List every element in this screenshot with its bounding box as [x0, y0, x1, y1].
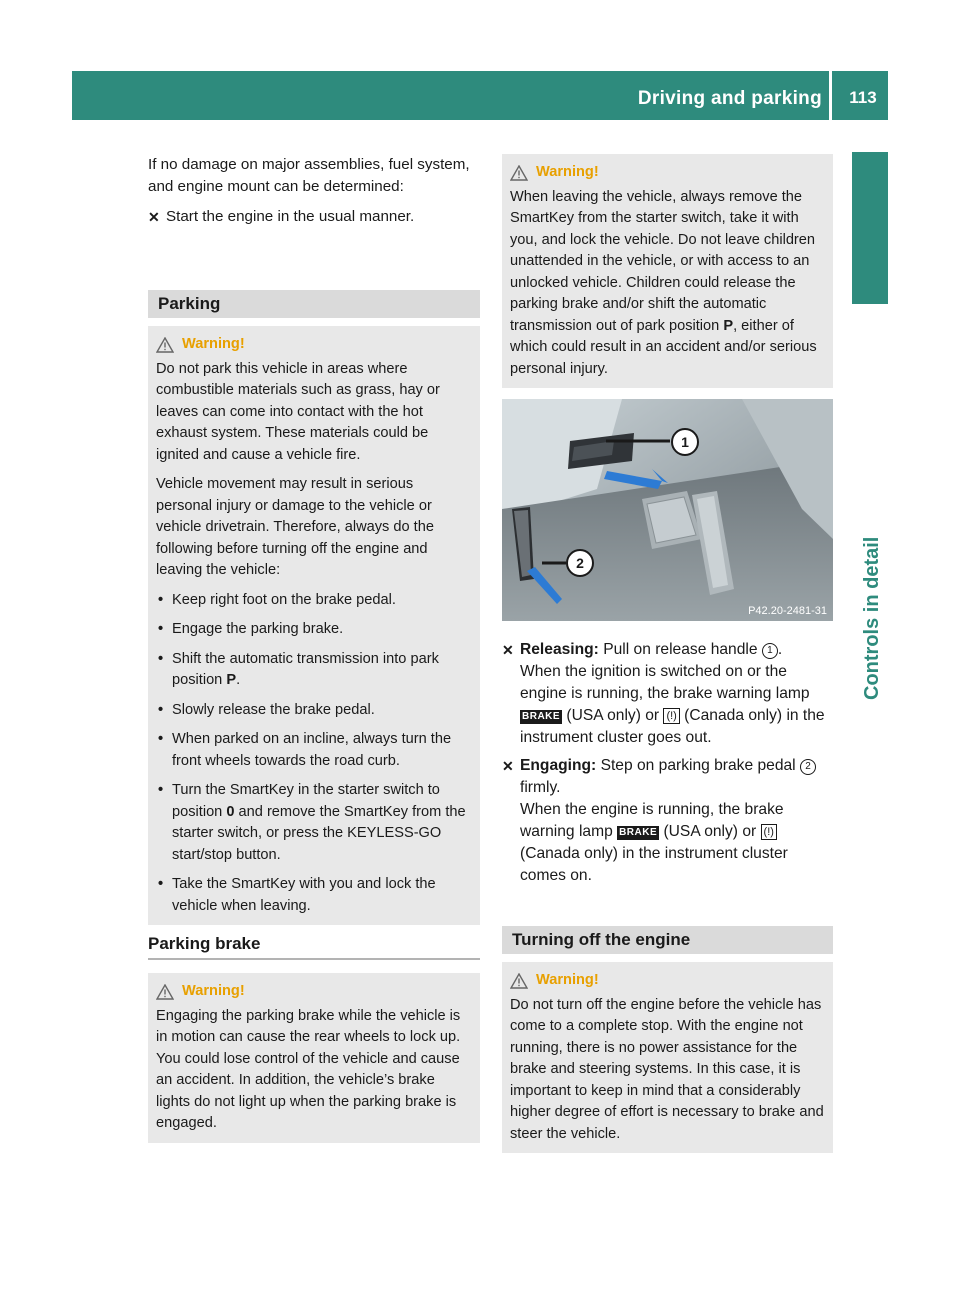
engine-heading: Turning off the engine — [502, 926, 833, 954]
brake-warning-lamp-icon: (!) — [663, 708, 679, 724]
side-tab-label: Controls in detail — [861, 536, 883, 700]
warning-title: Warning! — [156, 334, 472, 356]
warning-paragraph: Do not park this vehicle in areas where combustible materials such as grass, hay or leaves can come into contact with the hot exhaust system. These materials could be ignited and cause a vehicle fire. — [156, 360, 440, 463]
warning-list — [156, 590, 472, 918]
page-number: 113 — [849, 88, 877, 107]
figure-code: P42.20-2481-31 — [748, 605, 827, 617]
callout-1-ref: 1 — [762, 643, 778, 659]
list-item: • Slowly release the brake pedal. — [158, 701, 375, 718]
right-column-steps — [502, 639, 833, 887]
warning-box-leaving-vehicle — [502, 154, 833, 388]
warning-title: Warning! — [156, 981, 472, 1003]
parking-brake-heading: Parking brake — [148, 933, 480, 960]
warning-paragraph: When leaving the vehicle, always remove the SmartKey from the starter switch, take it with you, and lock the vehicle. Do not leave children unattended in the vehicle, or with access to an unlocked vehicle. Children could release the parking brake and/or shift the automatic transmission out of park position P, either of which could result in an accident and/or serious personal injury. — [510, 188, 817, 377]
list-item: • Take the SmartKey with you and lock the vehicle when leaving. — [158, 876, 436, 914]
parking-brake-illustration — [502, 399, 833, 621]
callout-2: 2 — [576, 555, 584, 571]
brake-lamp-icon: BRAKE — [522, 711, 561, 722]
step-engaging: ✕ Engaging: Step on parking brake pedal 2 firmly. When the engine is running, the brake warning lamp BRAKE (USA only) or (!) (Canada only) in the instrument cluster comes on. — [502, 755, 833, 887]
warning-triangle-icon — [510, 165, 528, 181]
list-item: • Turn the SmartKey in the starter switch to position 0 and remove the SmartKey from the starter switch, or press the KEYLESS-GO start/stop button. — [158, 782, 466, 863]
list-item: • Shift the automatic transmission into park position P. — [158, 650, 439, 688]
warning-triangle-icon — [510, 973, 528, 989]
brake-warning-lamp-icon: (!) — [761, 824, 777, 840]
warning-box-engine — [502, 962, 833, 1153]
warning-triangle-icon — [156, 337, 174, 353]
callout-2-ref: 2 — [800, 759, 816, 775]
intro-text: If no damage on major assemblies, fuel system, and engine mount can be determined: — [148, 156, 470, 195]
side-tab — [852, 152, 888, 304]
warning-paragraph: Do not turn off the engine before the vehicle has come to a complete stop. With the engine not running, there is no power assistance for the brake and steering systems. In this case, it is important to keep in mind that a considerably higher degree of effort is necessary to brake and steer the vehicle. — [510, 996, 824, 1142]
warning-title: Warning! — [510, 970, 825, 992]
left-column — [148, 154, 480, 228]
page-title: Driving and parking — [637, 88, 822, 109]
engine-section — [502, 926, 833, 1153]
parking-heading: Parking — [148, 290, 480, 318]
parking-brake-section — [148, 933, 480, 1143]
warning-box-parking-brake — [148, 973, 480, 1143]
warning-triangle-icon — [156, 984, 174, 1000]
parking-brake-figure — [502, 399, 833, 621]
step-marker-icon: ✕ — [148, 209, 160, 225]
callout-1: 1 — [681, 434, 689, 450]
list-item: • When parked on an incline, always turn the front wheels towards the road curb. — [158, 731, 452, 769]
warning-paragraph: Engaging the parking brake while the vehicle is in motion can cause the rear wheels to lock up. You could lose control of the vehicle and cause an accident. In addition, the vehicle’s brake lights do not light up when the parking brake is engaged. — [156, 1007, 461, 1131]
header-divider — [829, 71, 832, 120]
parking-section — [148, 290, 480, 925]
step-marker-icon: ✕ — [502, 758, 514, 774]
warning-title: Warning! — [510, 162, 825, 184]
brake-lamp-icon: BRAKE — [619, 827, 658, 838]
warning-box-parking — [148, 326, 480, 925]
step-marker-icon: ✕ — [502, 642, 514, 658]
step-start-engine: ✕ Start the engine in the usual manner. — [148, 206, 480, 228]
right-column-top — [502, 154, 833, 388]
step-releasing: ✕ Releasing: Pull on release handle 1 . When the ignition is switched on or the engine is running, the brake warning lamp BRAKE (USA only) or (!) (Canada only) in the instrument cluster goes out. — [502, 641, 825, 746]
list-item: • Engage the parking brake. — [158, 621, 344, 637]
list-item: • Keep right foot on the brake pedal. — [158, 591, 396, 608]
warning-paragraph: Vehicle movement may result in serious personal injury or damage to the vehicle or vehicle drivetrain. Therefore, always do the following before turning off the engine and leaving the vehicle: — [156, 476, 434, 578]
